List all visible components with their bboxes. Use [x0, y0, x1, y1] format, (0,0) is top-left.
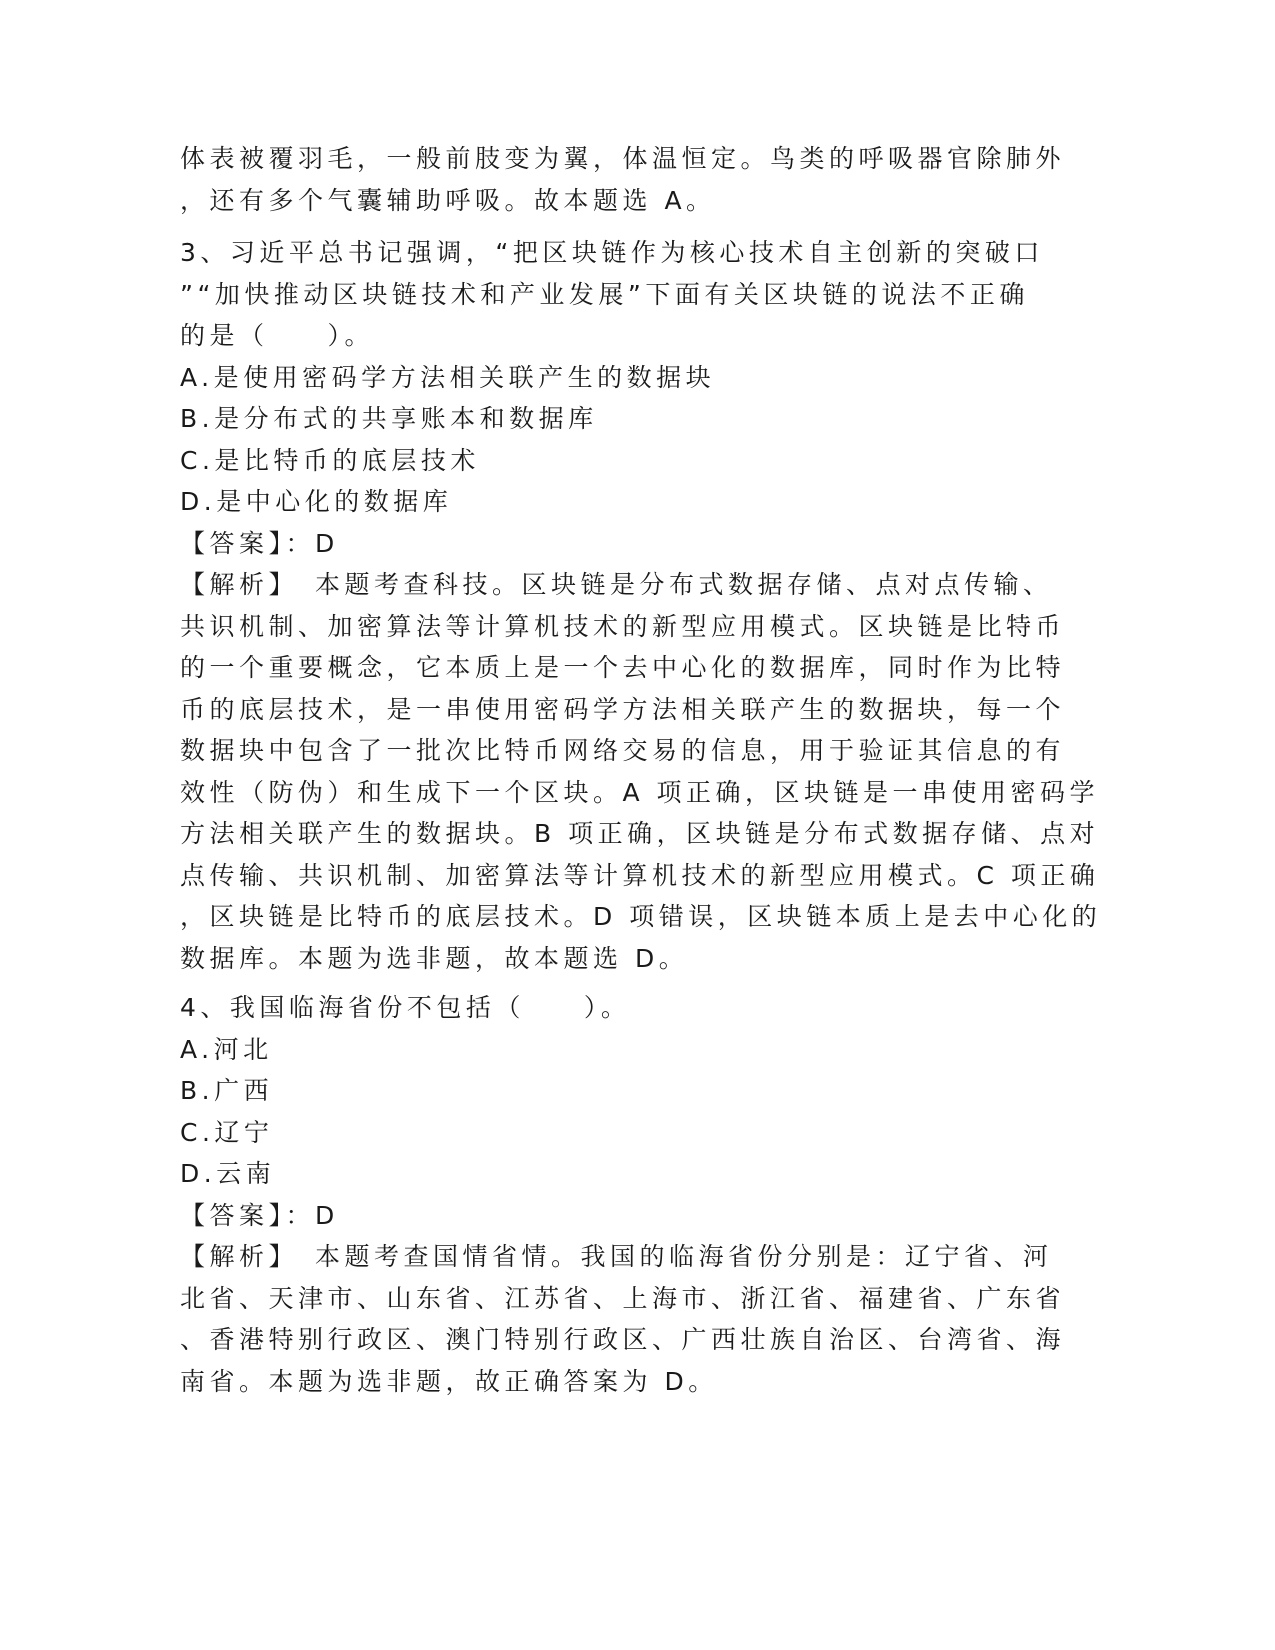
option-a: A.河北 — [180, 1034, 273, 1064]
option-c: C.是比特币的底层技术 — [180, 445, 480, 475]
answer-line: 【答案】：D — [180, 528, 339, 558]
explanation-line: ，还有多个气囊辅助呼吸。故本题选 A。 — [180, 185, 716, 215]
explanation-line: 点传输、共识机制、加密算法等计算机技术的新型应用模式。C 项正确 — [180, 860, 1100, 890]
explanation-line: 、香港特别行政区、澳门特别行政区、广西壮族自治区、台湾省、海 — [180, 1325, 1066, 1354]
option-b: B.广西 — [180, 1076, 274, 1105]
explanation-line: 数据块中包含了一批次比特币网络交易的信息，用于验证其信息的有 — [180, 736, 1066, 765]
explanation-line: 数据库。本题为选非题，故本题选 D。 — [180, 943, 689, 973]
explanation-line: 的一个重要概念，它本质上是一个去中心化的数据库，同时作为比特 — [180, 653, 1066, 682]
explanation-line: 体表被覆羽毛，一般前肢变为翼，体温恒定。鸟类的呼吸器官除肺外 — [180, 144, 1066, 173]
explanation-line: 共识机制、加密算法等计算机技术的新型应用模式。区块链是比特币 — [180, 611, 1066, 641]
spacer — [180, 979, 1040, 987]
option-d: D.是中心化的数据库 — [180, 487, 453, 516]
explanation-line: 币的底层技术，是一串使用密码学方法相关联产生的数据块，每一个 — [180, 694, 1066, 724]
explanation-line: 效性（防伪）和生成下一个区块。A 项正确，区块链是一串使用密码学 — [180, 777, 1100, 807]
question-stem: ”“加快推动区块链技术和产业发展”下面有关区块链的说法不正确 — [180, 279, 1029, 309]
explanation-line: 【解析】 本题考查国情省情。我国的临海省份分别是：辽宁省、河 — [180, 1242, 1053, 1271]
answer-line: 【答案】：D — [180, 1200, 339, 1230]
explanation-line: 北省、天津市、山东省、江苏省、上海市、浙江省、福建省、广东省 — [180, 1283, 1066, 1313]
spacer — [180, 221, 1040, 232]
option-a: A.是使用密码学方法相关联产生的数据块 — [180, 362, 716, 392]
question-3 — [180, 232, 1102, 979]
explanation-line: ，区块链是比特币的底层技术。D 项错误，区块链本质上是去中心化的 — [180, 902, 1102, 931]
option-d: D.云南 — [180, 1159, 276, 1188]
question-stem: 4、我国临海省份不包括（ ）。 — [180, 993, 631, 1022]
explanation-line: 南省。本题为选非题，故正确答案为 D。 — [180, 1366, 718, 1396]
question-stem: 3、习近平总书记强调，“把区块链作为核心技术自主创新的突破口 — [180, 238, 1044, 267]
option-c: C.辽宁 — [180, 1117, 274, 1147]
prev-explanation — [180, 138, 1066, 221]
question-stem: 的是（ ）。 — [180, 321, 375, 350]
option-b: B.是分布式的共享账本和数据库 — [180, 404, 598, 433]
question-4 — [180, 987, 1066, 1402]
explanation-line: 【解析】 本题考查科技。区块链是分布式数据存储、点对点传输、 — [180, 570, 1053, 599]
explanation-line: 方法相关联产生的数据块。B 项正确，区块链是分布式数据存储、点对 — [180, 819, 1100, 848]
document-page — [180, 138, 1102, 1402]
